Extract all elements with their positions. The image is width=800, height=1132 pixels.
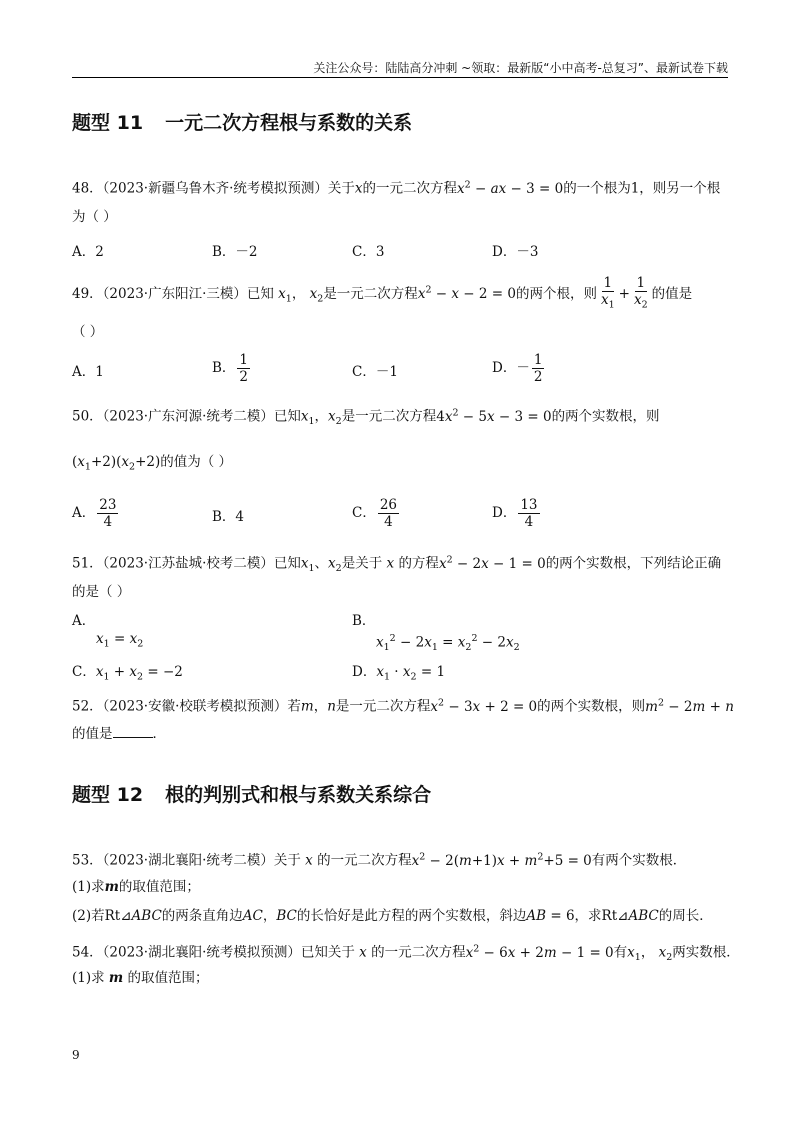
page-header: 关注公众号：陆陆高分冲刺 ~领取：最新版“小中高考-总复习”、最新试卷下载 (313, 61, 728, 75)
question-51-line2: 的是（ ） (72, 584, 131, 600)
q49-option-b: B． $\frac{1}{2}$ (212, 352, 249, 385)
answer-blank[interactable] (113, 725, 153, 738)
q51-option-a: A． $x_1 = x_2$ (72, 613, 144, 650)
section-label: 题型 12 (72, 784, 144, 806)
question-50-line1: 50．（2023·广东河源·统考二模）已知$x_1$，$x_2$是一元二次方程$4x^2 - 5x - 3 = 0$的两个实数根，则 (72, 407, 660, 428)
q51-option-d: D．$x_1 \cdot x_2 = 1$ (352, 664, 446, 683)
q49-option-a: A．1 (72, 364, 104, 380)
question-50-line2: $(x_1+2)(x_2+2)$的值为（ ） (72, 454, 233, 473)
question-52-line1: 52．（2023·安徽·校联考模拟预测）若m，n是一元二次方程$x^2 - 3x + 2 = 0$的两个实数根，则$m^2 - 2m + n$ (72, 697, 734, 715)
q48-option-d: D．－3 (492, 244, 539, 260)
section-heading: 根的判别式和根与系数关系综合 (165, 784, 432, 806)
q51-option-b: B． $x_1^2 - 2x_1 = x_2^2 - 2x_2$ (352, 613, 520, 654)
question-53-part1: (1)求m的取值范围； (72, 879, 200, 895)
question-53-part2: (2)若Rt⊿ABC的两条直角边AC，BC的长恰好是此方程的两个实数根，斜边AB = 6，求Rt⊿ABC的周长． (72, 908, 713, 924)
question-53-line1: 53．（2023·湖北襄阳·统考二模）关于 x 的一元二次方程$x^2 - 2(m+1)x + m^2+5 = 0$有两个实数根． (72, 851, 687, 869)
question-49-line1: 49．（2023·广东阳江·三模）已知 $x_1$， $x_2$是一元二次方程$x^2 - x - 2 = 0$的两个根，则 $\frac{1}{x_1}$ + $\frac{1}{x_2}$ 的值是 (72, 275, 693, 311)
q48-option-b: B．－2 (212, 244, 258, 260)
q49-option-c: C．－1 (352, 364, 398, 380)
q48-option-c: C．3 (352, 244, 385, 260)
q50-option-a: A． $\frac{23}{4}$ (72, 497, 117, 530)
question-54-line1: 54．（2023·湖北襄阳·统考模拟预测）已知关于 x 的一元二次方程$x^2 - 6x + 2m - 1 = 0$有$x_1$， $x_2$两实数根． (72, 943, 740, 964)
q51-option-c: C．$x_1 + x_2 = -2$ (72, 664, 183, 683)
question-48-line1: 48．（2023·新疆乌鲁木齐·统考模拟预测）关于x的一元二次方程$x^2$ − ax − 3 = 0的一个根为1，则另一个根 (72, 179, 721, 197)
q50-option-b: B．4 (212, 509, 245, 525)
section-label: 题型 11 (72, 112, 144, 134)
section-title-11 (72, 108, 412, 135)
header-rule (72, 77, 728, 78)
section-heading: 一元二次方程根与系数的关系 (165, 112, 413, 134)
question-48-line2: 为（ ） (72, 209, 117, 225)
question-52-line2: 的值是 ． (72, 726, 166, 742)
q50-option-d: D． $\frac{13}{4}$ (492, 497, 538, 530)
q49-option-d: D．－ $\frac{1}{2}$ (492, 352, 543, 385)
q50-option-c: C． $\frac{26}{4}$ (352, 497, 398, 530)
q48-option-a: A．2 (72, 244, 104, 260)
page-number: 9 (72, 1048, 80, 1062)
section-title-12 (72, 780, 431, 807)
question-54-part1: (1)求 m 的取值范围； (72, 970, 209, 986)
question-51-line1: 51．（2023·江苏盐城·校考二模）已知$x_1$、$x_2$是关于 x 的方程$x^2 - 2x - 1 = 0$的两个实数根，下列结论正确 (72, 554, 722, 575)
question-49-line2: （ ） (72, 324, 104, 340)
